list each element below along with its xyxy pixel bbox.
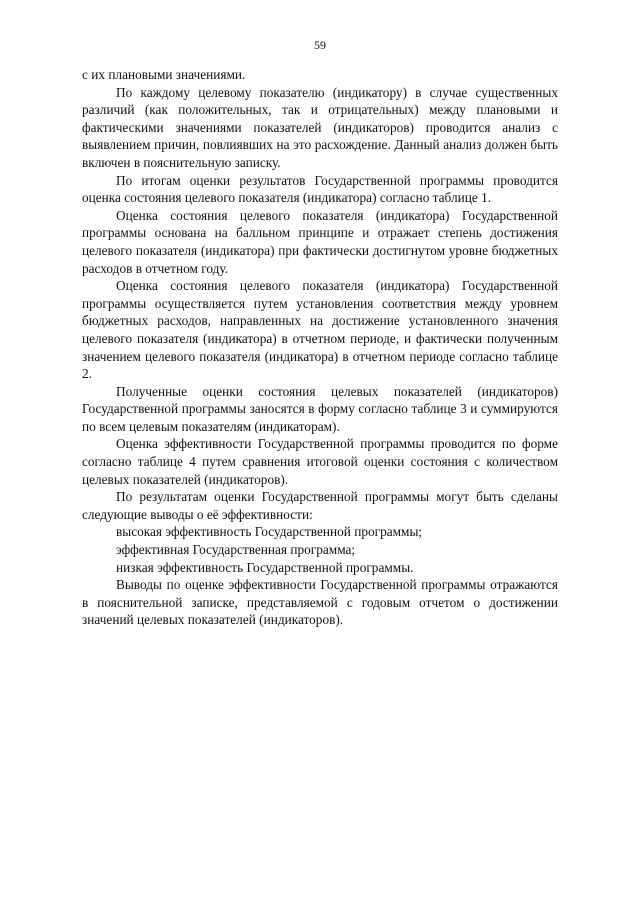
document-body [82,66,558,629]
paragraph-continuation: с их плановыми значениями. [82,67,246,82]
paragraph-conclusions-intro: По результатам оценки Государственной программы могут быть сделаны следующие выводы о её эффективности: [82,489,558,522]
paragraph-deviation-analysis: По каждому целевому показателю (индикатору) в случае существенных различий (как положительных, так и отрицательных) между плановыми и фактическими значениями показателей (индикаторов) проводится анализ с выявлением причин, повлиявших на это расхождение. Данный анализ должен быть включен в пояснительную записку. [82,84,558,170]
paragraph-table-4: Оценка эффективности Государственной программы проводится по форме согласно таблице 4 путем сравнения итоговой оценки состояния с количеством целевых показателей (индикаторов). [82,436,558,487]
paragraph-table-2: Оценка состояния целевого показателя (индикатора) Государственной программы осуществляется путем установления соответствия между уровнем бюджетных расходов, направленных на достижение установленного значения целевого показателя (индикатора) в отчетном периоде, и фактически полученным значением целевого показателя (индикатора) в отчетном периоде согласно таблице 2. [82,278,558,382]
paragraph-scoring-principle: Оценка состояния целевого показателя (индикатора) Государственной программы основана на балльном принципе и отражает степень достижения целевого показателя (индикатора) при фактически достигнутом уровне бюджетных расходов в отчетном году. [82,207,558,276]
list-item-efficient: эффективная Государственная программа; [116,542,356,558]
paragraph-table-3: Полученные оценки состояния целевых показателей (индикаторов) Государственной программы заносятся в форму согласно таблице 3 и суммируются по всем целевым показателям (индикаторам). [82,383,558,434]
page-number: 59 [314,38,326,52]
paragraph-table-1: По итогам оценки результатов Государственной программы проводится оценка состояния целевого показателя (индикатора) согласно таблице 1. [82,172,558,206]
list-item-high-efficiency: высокая эффективность Государственной программы; [116,524,423,540]
paragraph-explanatory-note: Выводы по оценке эффективности Государственной программы отражаются в пояснительной записке, представляемой с годовым отчетом о достижении значений целевых показателей (индикаторов). [82,577,558,628]
list-item-low-efficiency: низкая эффективность Государственной программы. [116,559,414,575]
